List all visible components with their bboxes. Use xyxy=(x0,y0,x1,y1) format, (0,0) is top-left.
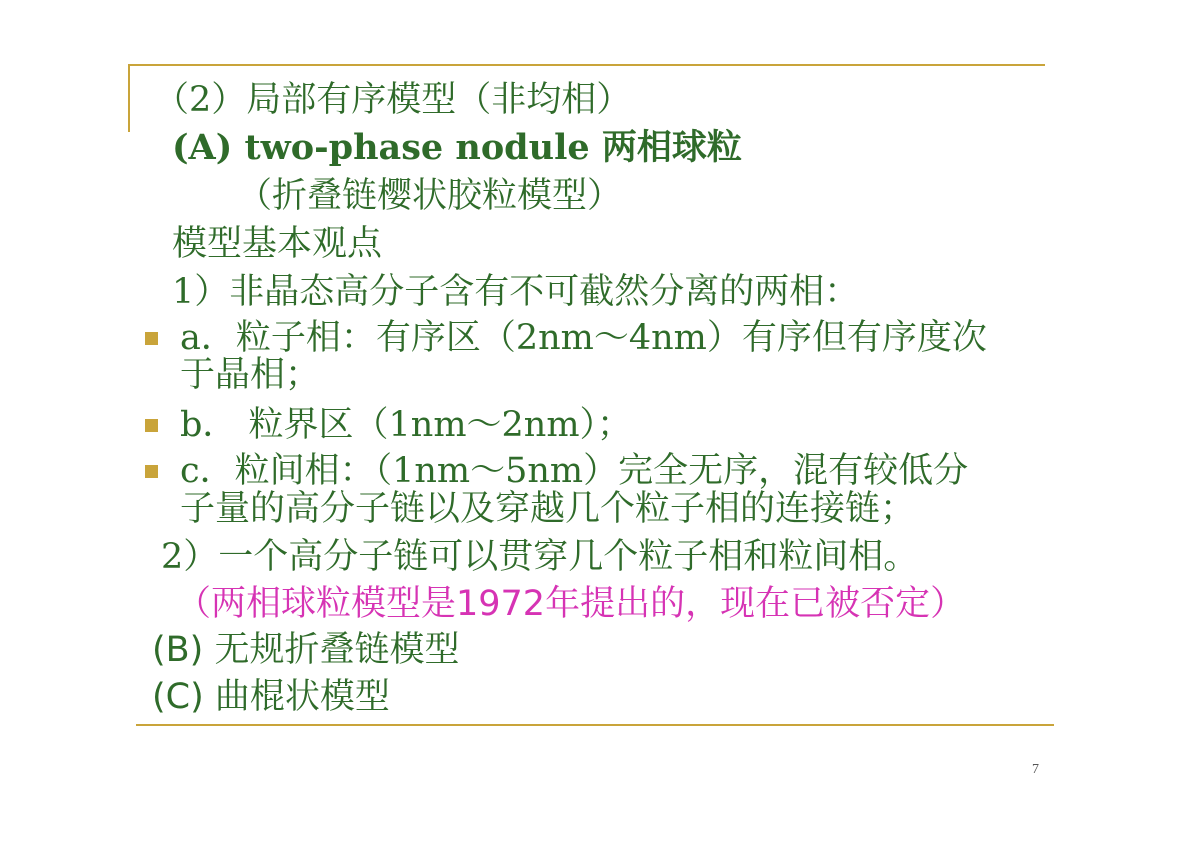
top-rule xyxy=(128,64,1045,66)
historical-note: （两相球粒模型是1972年提出的，现在已被否定） xyxy=(176,584,966,624)
bullet-c-line2: 子量的高分子链以及穿越几个粒子相的连接链； xyxy=(180,489,916,529)
model-a-subtitle: （折叠链樱状胶粒模型） xyxy=(237,176,623,216)
point-2: 2）一个高分子链可以贯穿几个粒子相和粒间相。 xyxy=(161,537,919,577)
bullet-b-line1: b． 粒界区（1nm～2nm）； xyxy=(180,405,633,445)
bullet-square-icon xyxy=(145,465,158,478)
bullet-square-icon xyxy=(145,419,158,432)
left-rule xyxy=(128,64,130,132)
point-1: 1）非晶态高分子含有不可截然分离的两相： xyxy=(172,272,860,312)
page-number: 7 xyxy=(1032,762,1039,777)
bullet-square-icon xyxy=(145,332,158,345)
model-b-title: (B) 无规折叠链模型 xyxy=(152,630,460,670)
bullet-a-line1: a．粒子相：有序区（2nm～4nm）有序但有序度次 xyxy=(180,318,987,358)
slide-heading: （2）局部有序模型（非均相） xyxy=(154,80,632,120)
basic-views-heading: 模型基本观点 xyxy=(172,224,383,264)
bullet-a-line2: 于晶相； xyxy=(180,355,321,395)
bullet-c-line1: c．粒间相：（1nm～5nm）完全无序，混有较低分 xyxy=(180,451,969,491)
model-a-title: (A) two-phase nodule 两相球粒 xyxy=(172,127,742,168)
model-c-title: (C) 曲棍状模型 xyxy=(152,677,390,717)
bottom-rule xyxy=(136,724,1054,726)
